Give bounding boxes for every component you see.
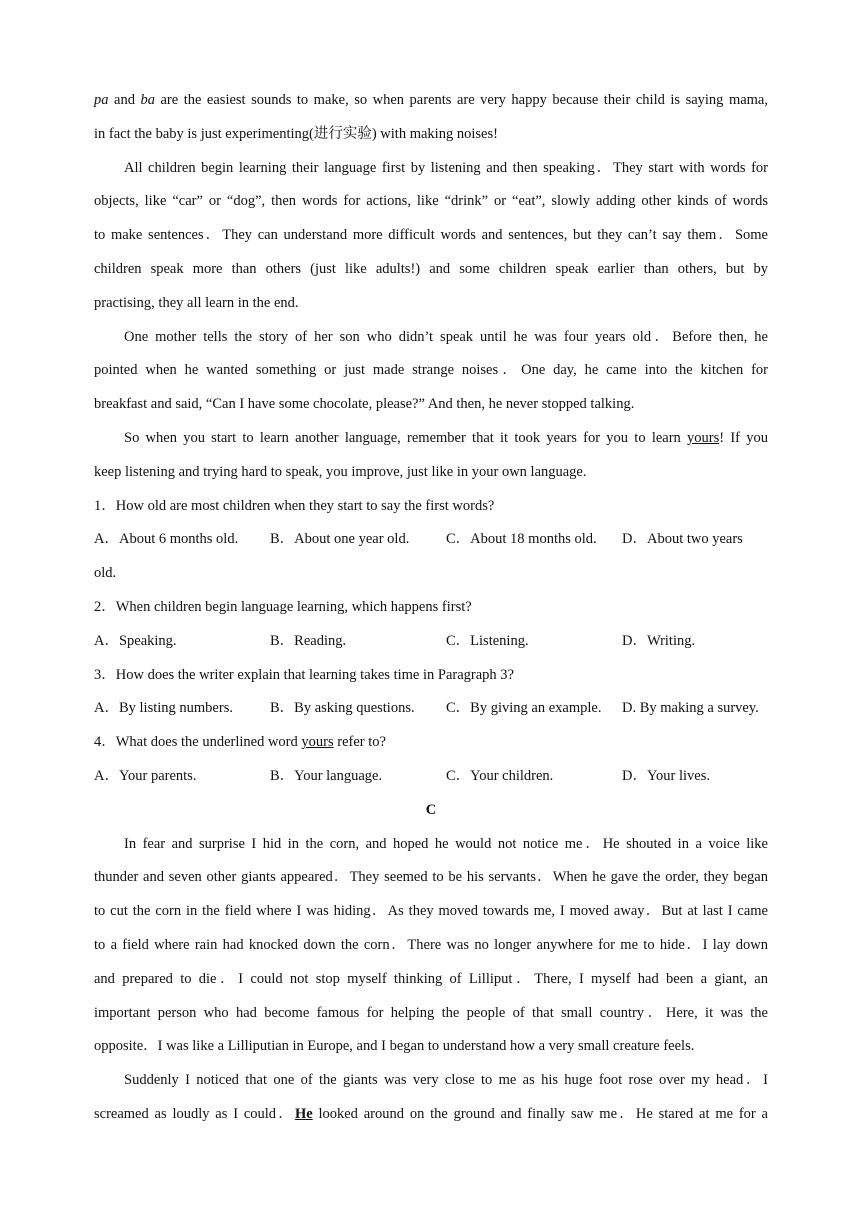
text-line: children speak more than others (just like adults!) and some children speak earlier than others, but by	[94, 260, 768, 277]
text-line: One mother tells the story of her son who didn’t speak until he was four years old．Before then, he	[124, 328, 768, 345]
option-a: A．Speaking.	[94, 632, 177, 649]
text-span: ! If you	[719, 429, 768, 446]
text-line: breakfast and said, “Can I have some chocolate, please?” And then, he never stopped talking.	[94, 396, 635, 413]
text-line: All children begin learning their language first by listening and then speaking．They start with words for	[124, 159, 768, 176]
text-line: keep listening and trying hard to speak, you improve, just like in your own language.	[94, 463, 587, 480]
text-span: looked around on the ground and finally saw me．He stared at me for a	[312, 1105, 768, 1122]
text-span: 4．What does the underlined word	[94, 734, 302, 751]
underlined-word: yours	[301, 734, 334, 751]
text-line	[94, 422, 768, 456]
text-line: opposite．I was like a Lilliputian in Europe, and I began to understand how a very small creature feels.	[94, 1038, 695, 1055]
section-heading: C	[425, 801, 437, 818]
option-c: C．Your children.	[446, 767, 554, 784]
italic-text: ba	[140, 92, 155, 108]
text-line: to make sentences．They can understand more difficult words and sentences, but they can’t say them．Some	[94, 227, 768, 244]
option-d: D．Writing.	[622, 632, 696, 649]
option-d: D．Your lives.	[622, 767, 710, 784]
underlined-word: yours	[687, 429, 720, 446]
text-line: in fact the baby is just experimenting(进行实验) with making noises!	[94, 125, 498, 142]
text-line: Suddenly I noticed that one of the giants was very close to me as his huge foot rose over my head．I	[124, 1072, 768, 1089]
text-line	[94, 84, 768, 118]
text-line: and prepared to die．I could not stop myself thinking of Lilliput．There, I myself had been a giant, an	[94, 970, 768, 987]
option-b: B．About one year old.	[270, 531, 410, 548]
bold-underlined-word: He	[294, 1105, 313, 1122]
question-options	[94, 692, 768, 726]
option-b: B．By asking questions.	[270, 700, 415, 717]
text-span: screamed as loudly as I could．	[94, 1105, 295, 1122]
option-a: A．By listing numbers.	[94, 700, 233, 717]
text-line: In fear and surprise I hid in the corn, and hoped he would not notice me．He shouted in a voice like	[124, 835, 768, 852]
text-line: practising, they all learn in the end.	[94, 294, 299, 311]
option-c: C．About 18 months old.	[446, 531, 597, 548]
option-a: A．About 6 months old.	[94, 531, 239, 548]
question-options	[94, 523, 768, 557]
question-options	[94, 760, 768, 794]
text-line: thunder and seven other giants appeared．They seemed to be his servants．When he gave the order, they began	[94, 869, 768, 886]
option-b: B．Your language.	[270, 767, 383, 784]
text-line: important person who had become famous for helping the people of that small country．Here, it was the	[94, 1004, 768, 1021]
option-c: C．By giving an example.	[446, 700, 602, 717]
option-d-wrap: old.	[94, 565, 117, 582]
question-options	[94, 625, 768, 659]
option-d: D. By making a survey.	[622, 700, 759, 717]
text-line	[94, 1098, 768, 1132]
text-span: refer to?	[333, 734, 386, 751]
option-d: D．About two years	[622, 531, 743, 548]
question-stem: 3．How does the writer explain that learning takes time in Paragraph 3?	[94, 666, 514, 683]
text-span: and	[108, 92, 141, 108]
question-stem	[94, 726, 768, 760]
option-c: C．Listening.	[446, 632, 529, 649]
text-span: So when you start to learn another language, remember that it took years for you to learn	[124, 429, 688, 446]
text-span: are the easiest sounds to make, so when parents are very happy because their child is saying mama,	[154, 92, 768, 108]
italic-text: pa	[94, 92, 109, 108]
text-line: objects, like “car” or “dog”, then words for actions, like “drink” or “eat”, slowly adding other kinds of words	[94, 193, 768, 210]
question-stem: 1．How old are most children when they start to say the first words?	[94, 497, 495, 514]
option-a: A．Your parents.	[94, 767, 197, 784]
document-page	[94, 84, 768, 1132]
text-line: to cut the corn in the field where I was hiding．As they moved towards me, I moved away．But at last I came	[94, 903, 768, 920]
option-b: B．Reading.	[270, 632, 347, 649]
question-stem: 2．When children begin language learning, which happens first?	[94, 598, 472, 615]
text-line: pointed when he wanted something or just made strange noises．One day, he came into the kitchen for	[94, 362, 768, 379]
text-line: to a field where rain had knocked down the corn．There was no longer anywhere for me to hide．I lay down	[94, 936, 768, 953]
